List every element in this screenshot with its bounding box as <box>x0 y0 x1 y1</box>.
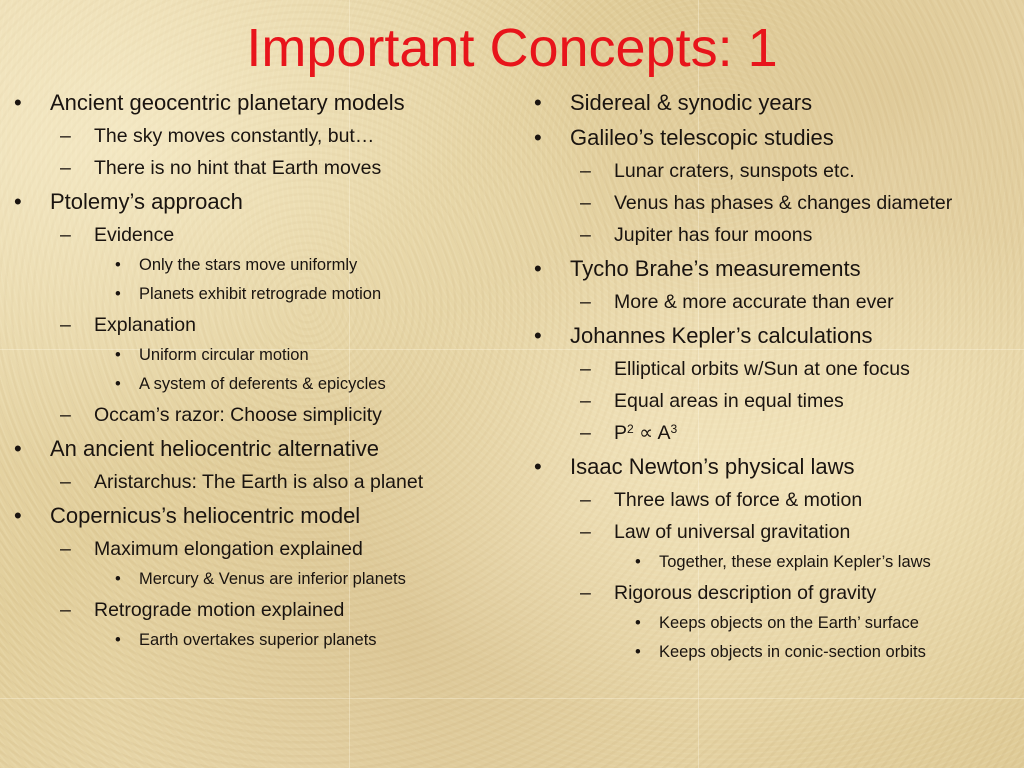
bullet-marker: • <box>534 125 542 150</box>
bullet-marker: • <box>635 553 641 571</box>
list-item <box>14 284 514 305</box>
list-item <box>14 436 514 462</box>
formula-a: A <box>657 422 671 444</box>
list-item <box>14 470 514 494</box>
list-item-text: Maximum elongation explained <box>94 538 363 560</box>
list-item <box>14 223 514 247</box>
list-item <box>534 488 1018 512</box>
list-item-text: Three laws of force & motion <box>614 489 863 511</box>
list-item-text: Copernicus’s heliocentric model <box>50 503 361 528</box>
bullet-marker: • <box>115 375 121 393</box>
list-item <box>14 598 514 622</box>
dash-marker: – <box>580 224 591 246</box>
list-item-text: Isaac Newton’s physical laws <box>570 454 855 479</box>
list-item <box>14 374 514 395</box>
bullet-marker: • <box>635 614 641 632</box>
formula-p: P <box>614 422 628 444</box>
dash-marker: – <box>60 314 71 336</box>
list-item <box>14 90 514 116</box>
list-item-text: Keeps objects on the Earth’ surface <box>659 614 919 632</box>
list-item <box>14 124 514 148</box>
dash-marker: – <box>60 599 71 621</box>
dash-marker: – <box>60 224 71 246</box>
list-item <box>14 189 514 215</box>
bullet-marker: • <box>115 285 121 303</box>
list-item-text: Ancient geocentric planetary models <box>50 90 405 115</box>
dash-marker: – <box>580 358 591 380</box>
list-item-text: Johannes Kepler’s calculations <box>570 323 873 348</box>
bullet-marker: • <box>534 90 542 115</box>
list-item-text: Lunar craters, sunspots etc. <box>614 160 855 182</box>
list-item-text: Tycho Brahe’s measurements <box>570 256 861 281</box>
list-item-text: Equal areas in equal times <box>614 390 844 412</box>
list-item <box>534 552 1018 573</box>
dash-marker: – <box>580 291 591 313</box>
dash-marker: – <box>60 157 71 179</box>
bullet-marker: • <box>534 256 542 281</box>
list-item-text: Rigorous description of gravity <box>614 582 877 604</box>
list-item-text: Uniform circular motion <box>139 346 309 364</box>
list-item <box>534 223 1018 247</box>
list-item <box>534 290 1018 314</box>
list-item-text: There is no hint that Earth moves <box>94 157 382 179</box>
dash-marker: – <box>580 160 591 182</box>
list-item-text: Law of universal gravitation <box>614 521 851 543</box>
dash-marker: – <box>580 521 591 543</box>
list-item-text: Retrograde motion explained <box>94 599 345 621</box>
list-item-text: Only the stars move uniformly <box>139 256 358 274</box>
list-item <box>534 389 1018 413</box>
bullet-marker: • <box>14 189 22 214</box>
list-item <box>14 255 514 276</box>
list-item-text: Explanation <box>94 314 196 336</box>
list-item-text: Sidereal & synodic years <box>570 90 813 115</box>
list-item-text: Together, these explain Kepler’s laws <box>659 553 931 571</box>
list-item <box>14 569 514 590</box>
list-item-text: Planets exhibit retrograde motion <box>139 285 382 303</box>
list-item <box>534 581 1018 605</box>
dash-marker: – <box>60 538 71 560</box>
list-item <box>534 520 1018 544</box>
list-item <box>534 357 1018 381</box>
list-item-text: The sky moves constantly, but… <box>94 125 375 147</box>
list-item-text: Jupiter has four moons <box>614 224 813 246</box>
formula-a-exponent: 3 <box>670 421 678 436</box>
list-item-text: Mercury & Venus are inferior planets <box>139 570 406 588</box>
list-item <box>14 630 514 651</box>
dash-marker: – <box>580 422 591 444</box>
dash-marker: – <box>580 582 591 604</box>
list-item <box>534 323 1018 349</box>
list-item-text: An ancient heliocentric alternative <box>50 436 379 461</box>
list-item <box>14 403 514 427</box>
bullet-marker: • <box>14 503 22 528</box>
list-item-text: Occam’s razor: Choose simplicity <box>94 404 382 426</box>
list-item <box>534 454 1018 480</box>
list-item-text: Keeps objects in conic-section orbits <box>659 643 926 661</box>
dash-marker: – <box>60 471 71 493</box>
bullet-marker: • <box>534 454 542 479</box>
list-item <box>534 191 1018 215</box>
list-item-text: More & more accurate than ever <box>614 291 894 313</box>
list-item <box>534 613 1018 634</box>
dash-marker: – <box>580 390 591 412</box>
bullet-marker: • <box>635 643 641 661</box>
list-item-text: Ptolemy’s approach <box>50 189 243 214</box>
list-item <box>14 156 514 180</box>
formula-p-exponent: 2 <box>627 421 634 436</box>
bullet-marker: • <box>115 346 121 364</box>
list-item-text: Aristarchus: The Earth is also a planet <box>94 471 424 493</box>
dash-marker: – <box>580 192 591 214</box>
list-item-text: Elliptical orbits w/Sun at one focus <box>614 358 910 380</box>
list-item <box>534 642 1018 663</box>
dash-marker: – <box>580 489 591 511</box>
list-item-text: Evidence <box>94 224 175 246</box>
proportional-symbol: ∝ <box>639 422 654 444</box>
list-item <box>534 256 1018 282</box>
list-item-text: Venus has phases & changes diameter <box>614 192 953 214</box>
bullet-marker: • <box>14 436 22 461</box>
list-item <box>14 537 514 561</box>
list-item <box>534 421 1018 445</box>
right-column <box>534 90 1018 663</box>
list-item-text: Earth overtakes superior planets <box>139 631 377 649</box>
slide-title: Important Concepts: 1 <box>246 18 778 78</box>
list-item <box>534 125 1018 151</box>
list-item <box>534 159 1018 183</box>
list-item <box>14 313 514 337</box>
kepler-third-law-formula <box>614 422 677 444</box>
list-item <box>14 503 514 529</box>
dash-marker: – <box>60 404 71 426</box>
list-item-text: A system of deferents & epicycles <box>139 375 386 393</box>
bullet-marker: • <box>115 631 121 649</box>
list-item <box>534 90 1018 116</box>
list-item <box>14 345 514 366</box>
bullet-marker: • <box>534 323 542 348</box>
dash-marker: – <box>60 125 71 147</box>
texture-seam <box>0 698 1024 699</box>
left-column <box>14 90 514 651</box>
list-item-text: Galileo’s telescopic studies <box>570 125 834 150</box>
bullet-marker: • <box>115 570 121 588</box>
bullet-marker: • <box>14 90 22 115</box>
bullet-marker: • <box>115 256 121 274</box>
